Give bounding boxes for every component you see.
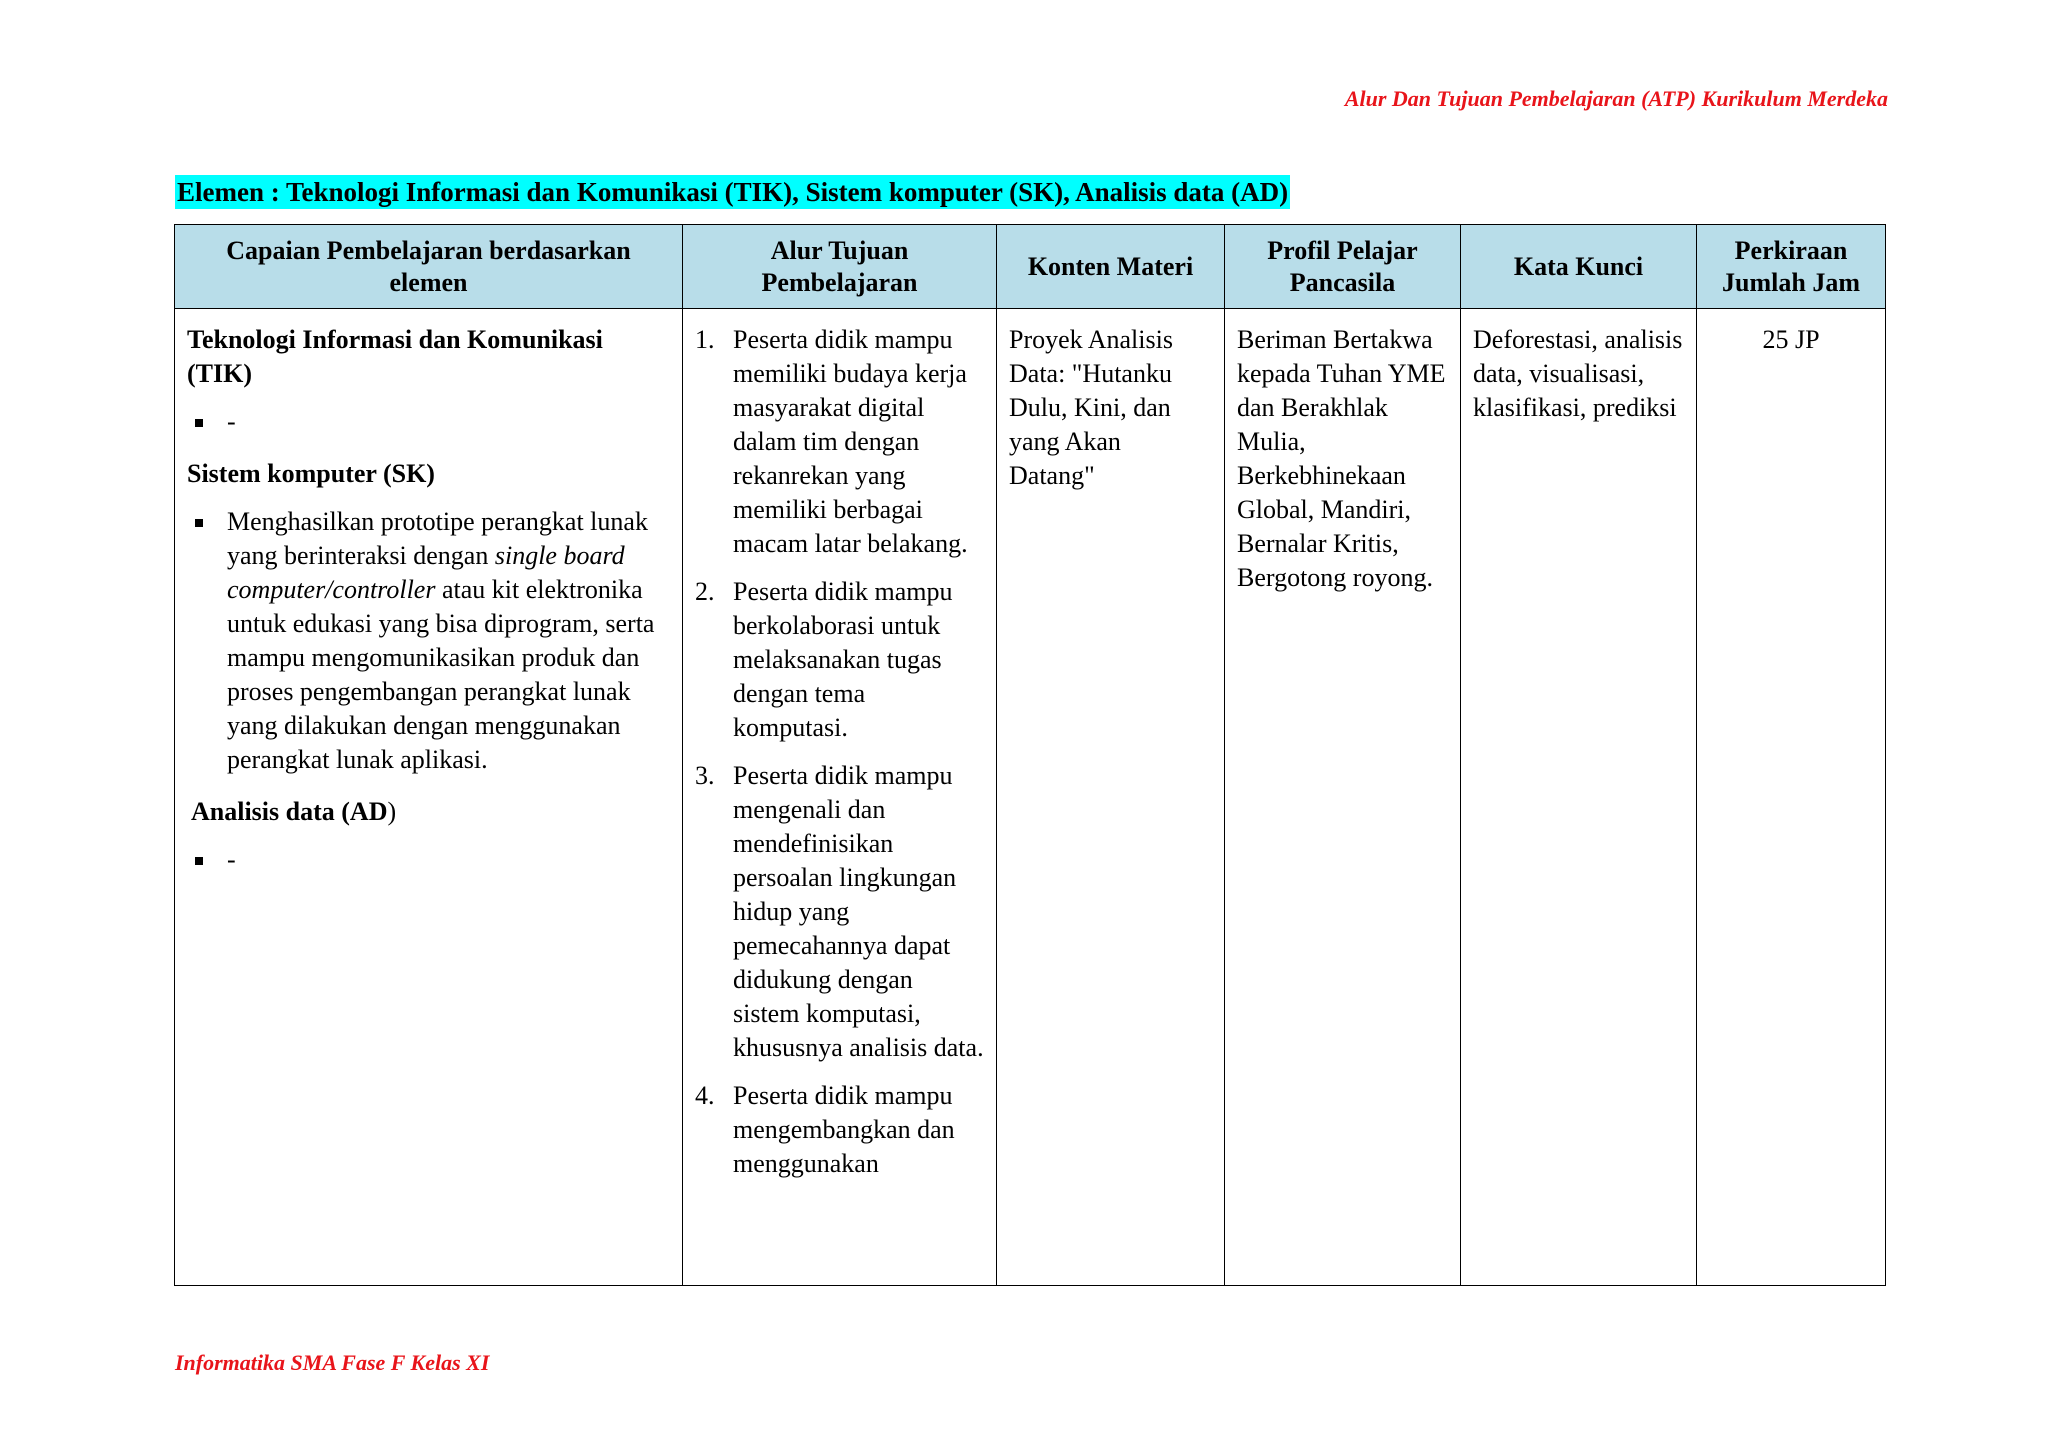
running-header: Alur Dan Tujuan Pembelajaran (ATP) Kurikulum Merdeka <box>1344 86 1888 111</box>
step-text: Peserta didik mampu memiliki budaya kerja masyarakat digital dalam tim dengan rekanrekan yang memiliki berbagai macam latar belakang. <box>733 325 968 558</box>
ad-heading <box>187 795 670 829</box>
header-capaian: Capaian Pembelajaran berdasarkan elemen <box>175 225 683 309</box>
alur-list <box>695 323 984 1181</box>
step-text: Peserta didik mampu mengembangkan dan menggunakan <box>733 1081 955 1178</box>
list-item <box>695 1079 984 1181</box>
step-number: 1. <box>695 325 715 354</box>
sk-heading: Sistem komputer (SK) <box>187 459 435 488</box>
list-item <box>695 759 984 1065</box>
header-konten: Konten Materi <box>997 225 1225 309</box>
tik-item: - <box>227 407 236 436</box>
ad-heading-text: Analisis data (AD <box>191 797 388 826</box>
cell-kata-kunci: Deforestasi, analisis data, visualisasi, klasifikasi, prediksi <box>1461 309 1697 1286</box>
ad-list <box>187 843 670 877</box>
header-jam: Perkiraan Jumlah Jam <box>1697 225 1886 309</box>
header-kata-kunci: Kata Kunci <box>1461 225 1697 309</box>
tik-heading: Teknologi Informasi dan Komunikasi (TIK) <box>187 325 603 388</box>
sk-list <box>187 505 670 777</box>
header-profil: Profil Pelajar Pancasila <box>1225 225 1461 309</box>
atp-table <box>174 224 1886 1286</box>
sk-item-italic: single board computer/controller <box>227 541 625 604</box>
step-number: 3. <box>695 761 715 790</box>
ad-item: - <box>227 845 236 874</box>
list-item <box>187 843 670 877</box>
step-number: 4. <box>695 1081 715 1110</box>
step-text: Peserta didik mampu berkolaborasi untuk melaksanakan tugas dengan tema komputasi. <box>733 577 953 742</box>
ad-heading-paren: ) <box>387 797 397 826</box>
cell-alur <box>683 309 997 1286</box>
cell-capaian <box>175 309 683 1286</box>
running-footer: Informatika SMA Fase F Kelas XI <box>175 1350 490 1375</box>
list-item <box>187 405 670 439</box>
cell-profil: Beriman Bertakwa kepada Tuhan YME dan Berakhlak Mulia, Berkebhinekaan Global, Mandiri, Bernalar Kritis, Bergotong royong. <box>1225 309 1461 1286</box>
tik-list <box>187 405 670 439</box>
step-number: 2. <box>695 577 715 606</box>
cell-konten: Proyek Analisis Data: "Hutanku Dulu, Kini, dan yang Akan Datang" <box>997 309 1225 1286</box>
table-row <box>175 309 1886 1286</box>
step-text: Peserta didik mampu mengenali dan mendefinisikan persoalan lingkungan hidup yang pemecahannya dapat didukung dengan sistem komputasi, khususnya analisis data. <box>733 761 984 1062</box>
list-item <box>695 323 984 561</box>
list-item <box>187 505 670 777</box>
list-item <box>695 575 984 745</box>
sk-item-part2: atau kit elektronika untuk edukasi yang bisa diprogram, serta mampu mengomunikasikan produk dan proses pengembangan perangkat lunak yang dilakukan dengan menggunakan perangkat lunak aplikasi. <box>227 575 655 774</box>
header-alur: Alur Tujuan Pembelajaran <box>683 225 997 309</box>
sk-item-part1: Menghasilkan prototipe perangkat lunak yang berinteraksi dengan <box>227 507 648 570</box>
element-title: Elemen : Teknologi Informasi dan Komunikasi (TIK), Sistem komputer (SK), Analisis data (AD) <box>177 177 1289 207</box>
cell-jam: 25 JP <box>1697 309 1886 1286</box>
table-header-row <box>175 225 1886 309</box>
